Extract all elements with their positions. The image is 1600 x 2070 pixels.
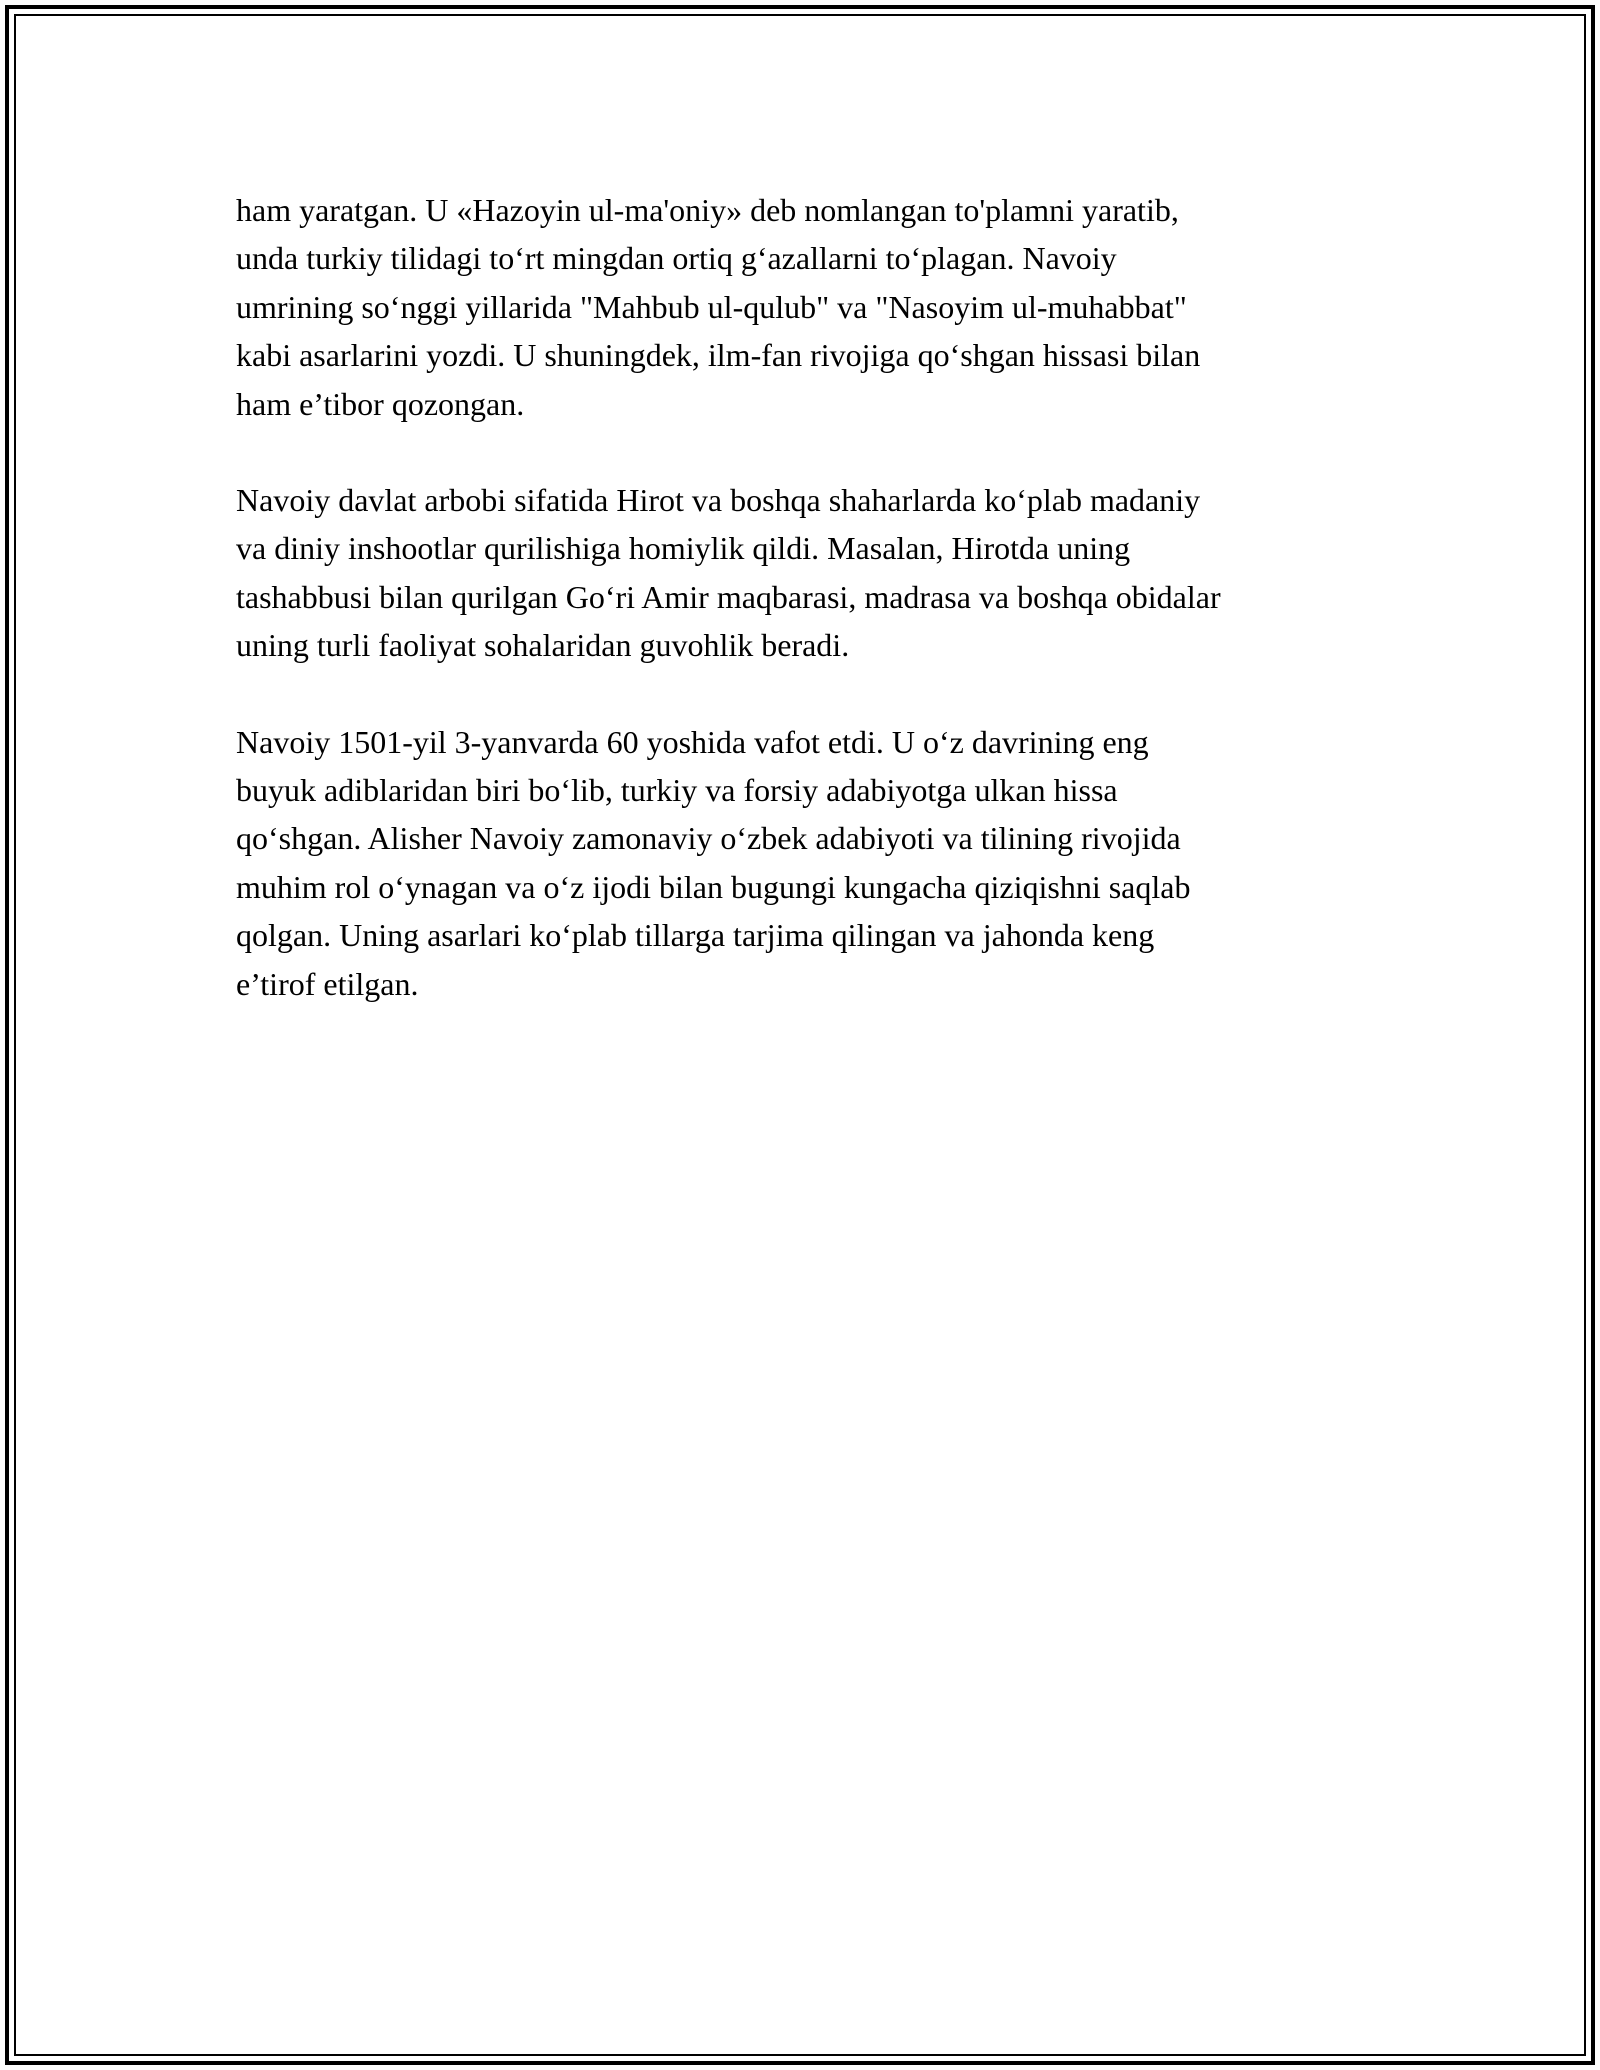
text-line: tashabbusi bilan qurilgan Go‘ri Amir maqbarasi, madrasa va boshqa obidalar (236, 578, 1221, 615)
text-line: qolgan. Uning asarlari ko‘plab tillarga tarjima qilingan va jahonda keng (236, 917, 1155, 954)
text-line: Navoiy davlat arbobi sifatida Hirot va boshqa shaharlarda ko‘plab madaniy (236, 482, 1201, 519)
text-line: unda turkiy tilidagi to‘rt mingdan ortiq g‘azallarni to‘plagan. Navoiy (236, 240, 1117, 277)
paragraph-2 (236, 476, 1396, 670)
text-line: va diniy inshootlar qurilishiga homiylik qildi. Masalan, Hirotda uning (236, 530, 1131, 567)
paragraph-1 (236, 186, 1396, 428)
text-line: buyuk adiblaridan biri bo‘lib, turkiy va forsiy adabiyotga ulkan hissa (236, 772, 1118, 809)
text-line: uning turli faoliyat sohalaridan guvohlik beradi. (236, 627, 850, 664)
text-line: Navoiy 1501-yil 3-yanvarda 60 yoshida vafot etdi. U o‘z davrining eng (236, 723, 1149, 760)
text-line: ham e’tibor qozongan. (236, 385, 525, 422)
text-line: umrining so‘nggi yillarida "Mahbub ul-qulub" va "Nasoyim ul-muhabbat" (236, 288, 1187, 325)
text-line: qo‘shgan. Alisher Navoiy zamonaviy o‘zbek adabiyoti va tilining rivojida (236, 820, 1181, 857)
text-line: muhim rol o‘ynagan va o‘z ijodi bilan bugungi kungacha qiziqishni saqlab (236, 868, 1191, 905)
paragraph-3 (236, 718, 1396, 1008)
text-line: ham yaratgan. U «Hazoyin ul-ma'oniy» deb nomlangan to'plamni yaratib, (236, 192, 1179, 228)
text-line: kabi asarlarini yozdi. U shuningdek, ilm-fan rivojiga qo‘shgan hissasi bilan (236, 337, 1201, 374)
text-line: e’tirof etilgan. (236, 965, 419, 1002)
document-body (236, 186, 1396, 1056)
